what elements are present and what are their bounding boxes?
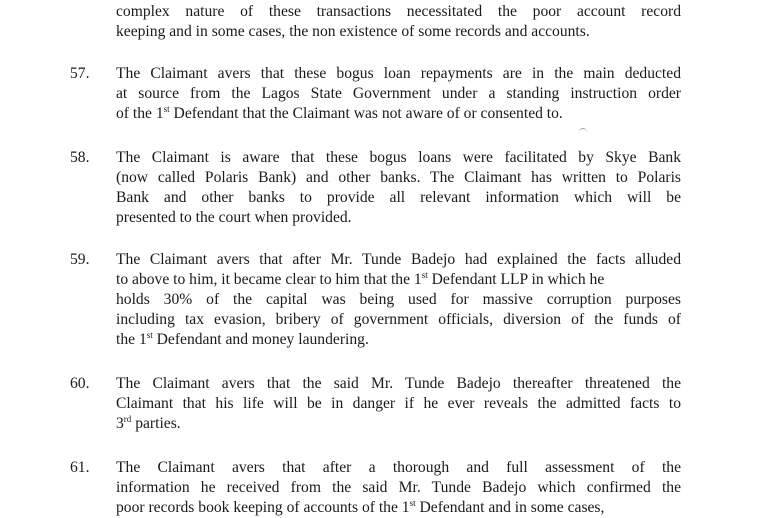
- text-run: poor records book keeping of accounts of the 1: [116, 499, 410, 516]
- paragraph-line: [116, 330, 681, 350]
- paragraph-line: Bank and other banks to provide all relevant information which will be: [116, 189, 681, 206]
- text-run: to above to him, it became clear to him that the 1: [116, 271, 422, 288]
- ordinal-suffix: st: [421, 270, 428, 280]
- paragraph-line: The Claimant avers that these bogus loan repayments are in the main deducted: [116, 65, 681, 82]
- text-run: of the 1: [116, 105, 164, 122]
- paragraph-number: 61.: [70, 459, 90, 476]
- paragraph-line: [116, 270, 681, 290]
- paragraph-line: at source from the Lagos State Government under a standing instruction order: [116, 85, 681, 102]
- paragraph-line: including tax evasion, bribery of government officials, diversion of the funds of: [116, 311, 681, 328]
- paragraph-number: 59.: [70, 251, 90, 268]
- paragraph-line: holds 30% of the capital was being used for massive corruption purposes: [116, 291, 681, 308]
- paragraph-line: The Claimant avers that after a thorough and full assessment of the: [116, 459, 681, 476]
- paragraph-line: [116, 414, 681, 434]
- ordinal-suffix: rd: [123, 414, 132, 424]
- paragraph-line: The Claimant is aware that these bogus loans were facilitated by Skye Bank: [116, 149, 681, 166]
- text-run: Defendant and in some cases,: [415, 499, 605, 516]
- paragraph-number: 58.: [70, 149, 90, 166]
- paragraph-number: 57.: [70, 65, 90, 82]
- text-run: the 1: [116, 331, 147, 348]
- paragraph-line: (now called Polaris Bank) and other banks. The Claimant has written to Polaris: [116, 169, 681, 186]
- paragraph-line: [116, 498, 681, 518]
- ordinal-suffix: st: [163, 104, 170, 114]
- text-run: 3: [116, 415, 124, 432]
- ordinal-suffix: st: [409, 498, 416, 508]
- paragraph-line: The Claimant avers that after Mr. Tunde Badejo had explained the facts alluded: [116, 251, 681, 268]
- intro-line: complex nature of these transactions necessitated the poor account record: [116, 3, 681, 20]
- ordinal-suffix: st: [146, 330, 153, 340]
- paragraph-line: The Claimant avers that the said Mr. Tunde Badejo thereafter threatened the: [116, 375, 681, 392]
- text-run: Defendant and money laundering.: [152, 331, 369, 348]
- scan-mark: [579, 128, 587, 137]
- text-run: Defendant LLP in which he: [427, 271, 605, 288]
- paragraph-number: 60.: [70, 375, 90, 392]
- text-run: Defendant that the Claimant was not aware of or consented to.: [169, 105, 563, 122]
- paragraph-line: presented to the court when provided.: [116, 209, 352, 226]
- paragraph-line: information he received from the said Mr. Tunde Badejo which confirmed the: [116, 479, 681, 496]
- text-run: parties.: [131, 415, 181, 432]
- intro-line: keeping and in some cases, the non existence of some records and accounts.: [116, 23, 590, 40]
- paragraph-line: Claimant that his life will be in danger if he ever reveals the admitted facts to: [116, 395, 681, 412]
- paragraph-line: [116, 104, 681, 124]
